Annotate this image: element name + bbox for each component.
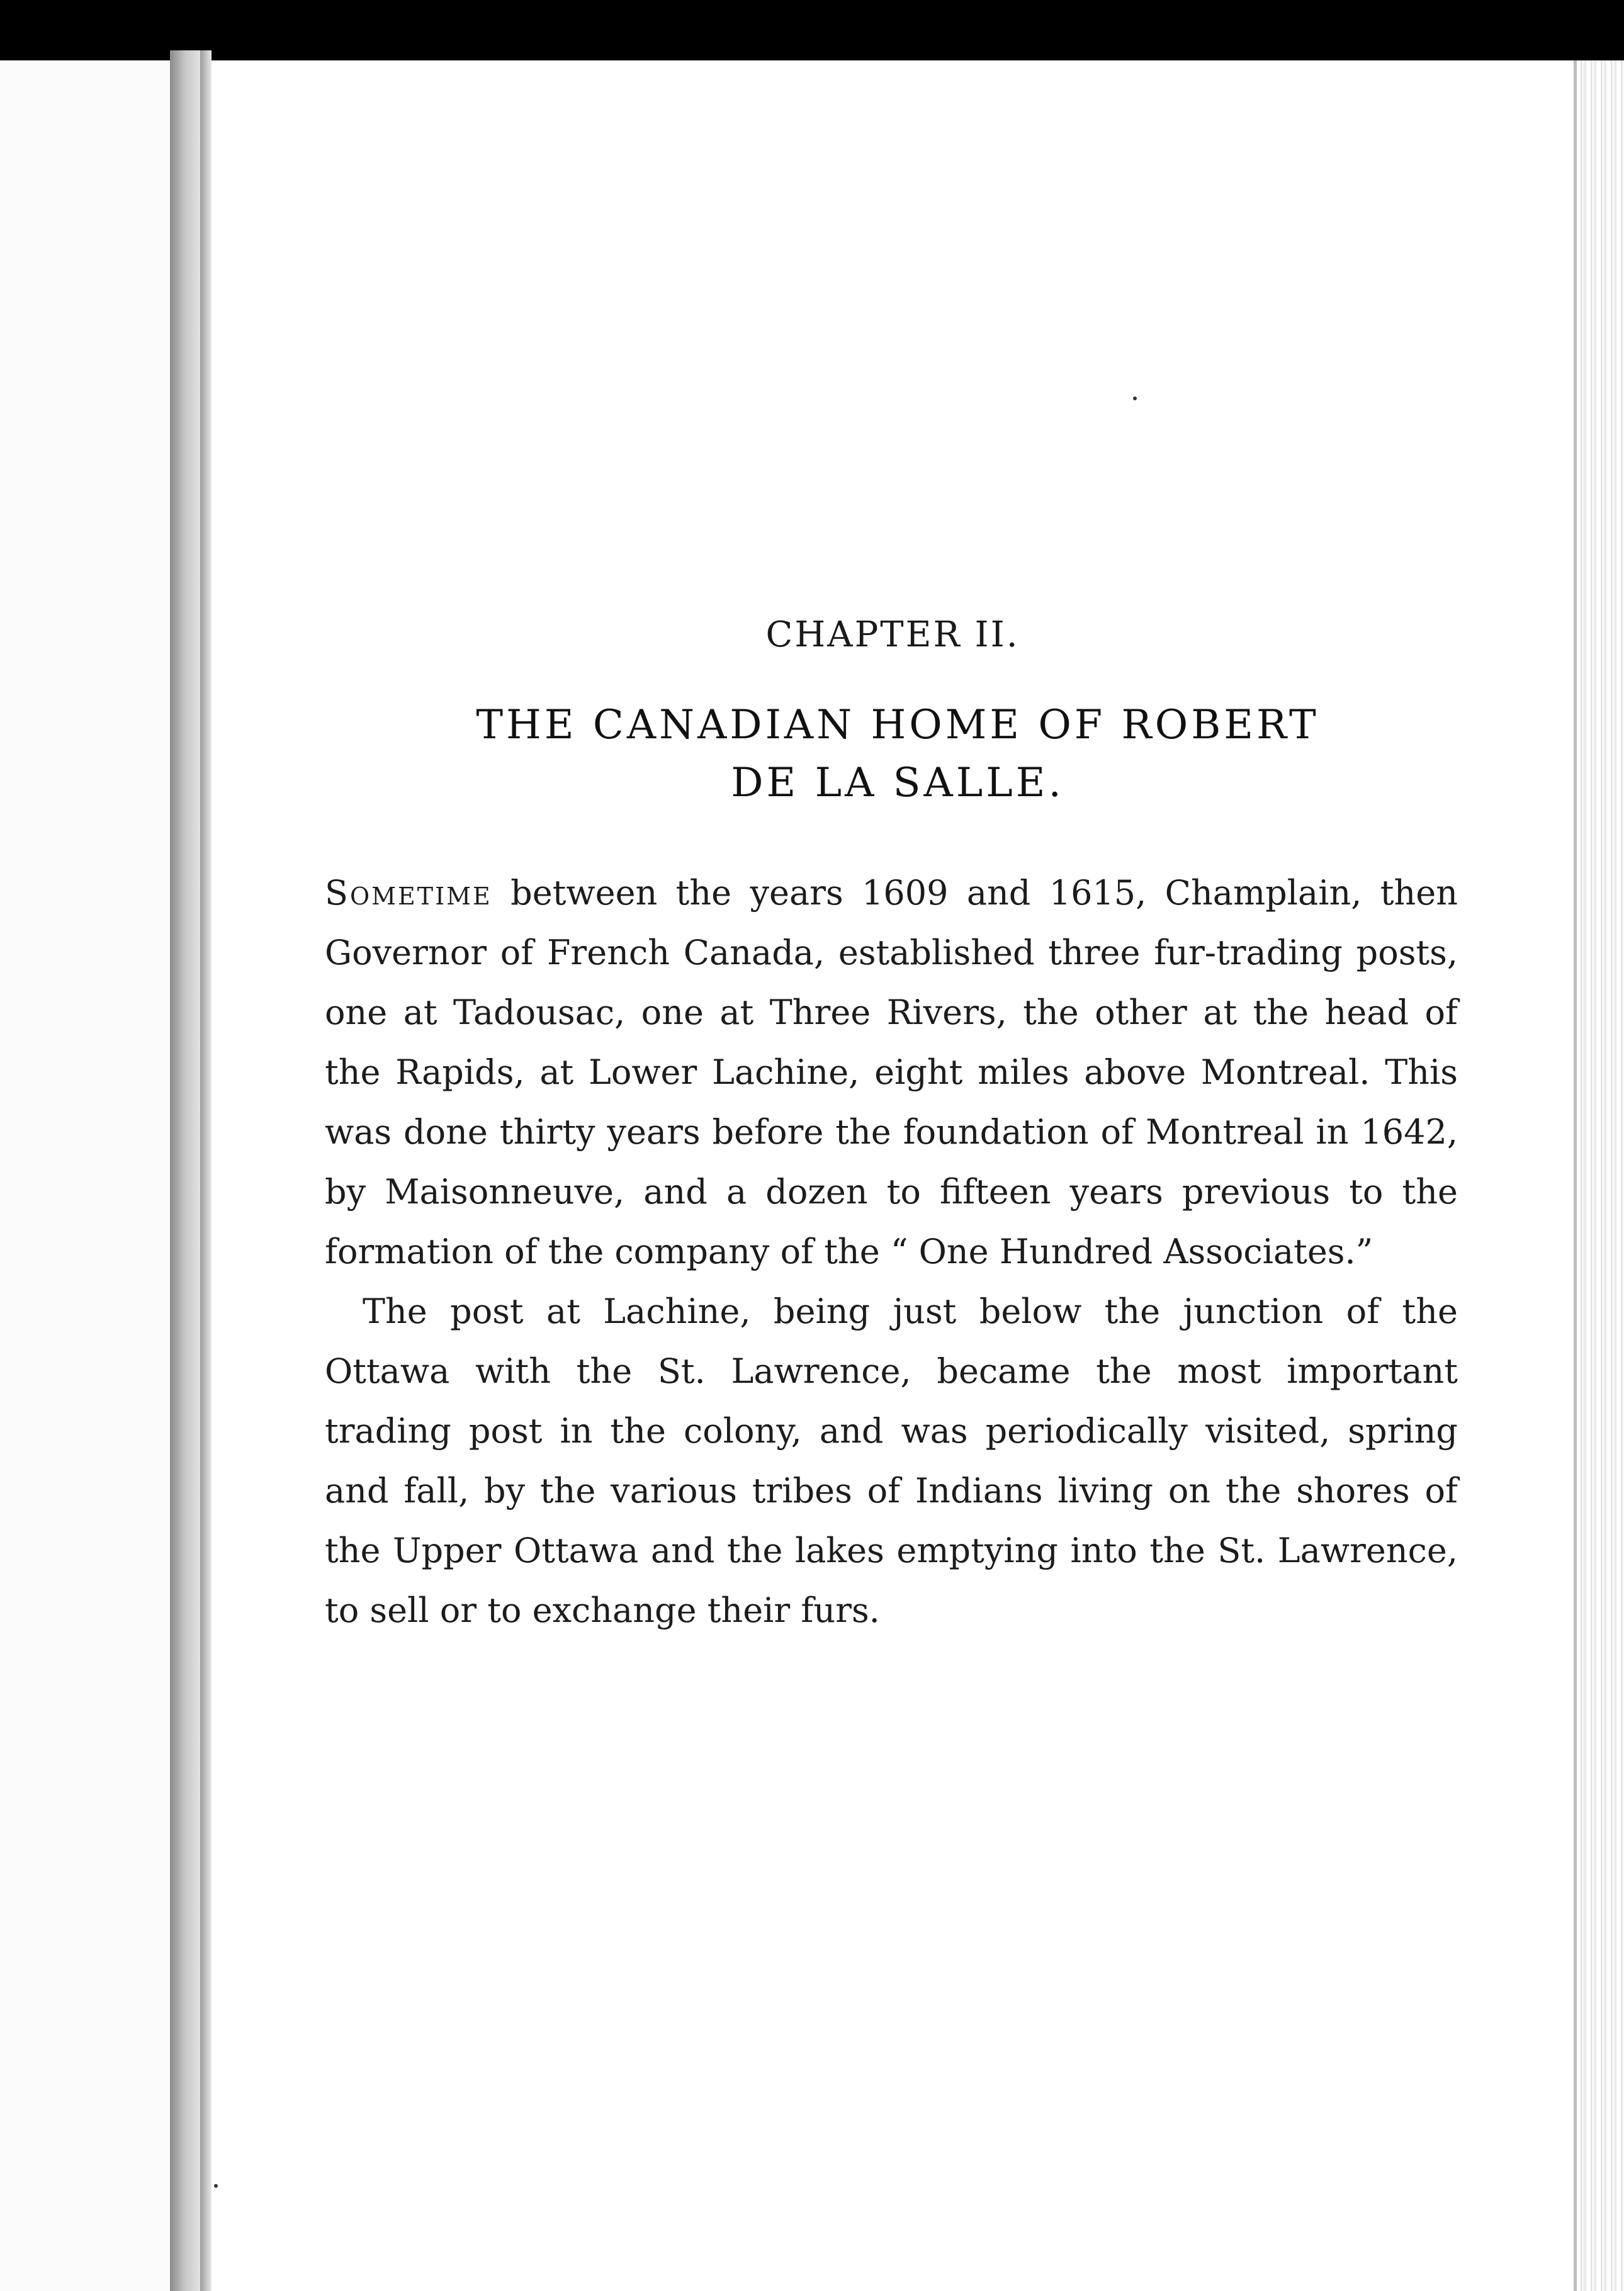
chapter-heading: CHAPTER II. <box>765 614 1020 655</box>
paragraph-1-lead: Sometime <box>325 873 492 913</box>
paragraph-1-text: between the years 1609 and 1615, Champlain, then Governor of French Canada, established three fur-trading posts, one at Tadousac, one at Three Rivers, the other at the head of the Rapids, at Lower Lachine, eight miles above Montreal. This was done thirty years before the foundation of Montreal in 1642, by Maisonneuve, and a dozen to fifteen years previous to the formation of the company of the “ One Hundred Associates.” <box>325 873 1458 1271</box>
scanner-top-border <box>0 0 1624 60</box>
facing-page-blank <box>0 60 170 2291</box>
chapter-title-line-2: DE LA SALLE. <box>731 760 1064 806</box>
page-gutter-edge <box>200 50 211 2291</box>
chapter-title-line-1: THE CANADIAN HOME OF ROBERT <box>476 702 1319 748</box>
paragraph-2: The post at Lachine, being just below the junction of the Ottawa with the St. Lawrence, became the most important trading post in the colony, and was periodically visited, spring and fall, by the various tribes of Indians living on the shores of the Upper Ottawa and the lakes emptying into the St. Lawrence, to sell or to exchange their furs. <box>325 1292 1458 1630</box>
scan-speck <box>214 2184 218 2188</box>
body-text <box>325 863 1458 1640</box>
chapter-title <box>306 696 1489 812</box>
page-stack-edge <box>1577 60 1624 2291</box>
book-page <box>211 60 1574 2291</box>
scan-speck <box>1133 397 1137 400</box>
paragraph-1 <box>325 863 1458 1281</box>
